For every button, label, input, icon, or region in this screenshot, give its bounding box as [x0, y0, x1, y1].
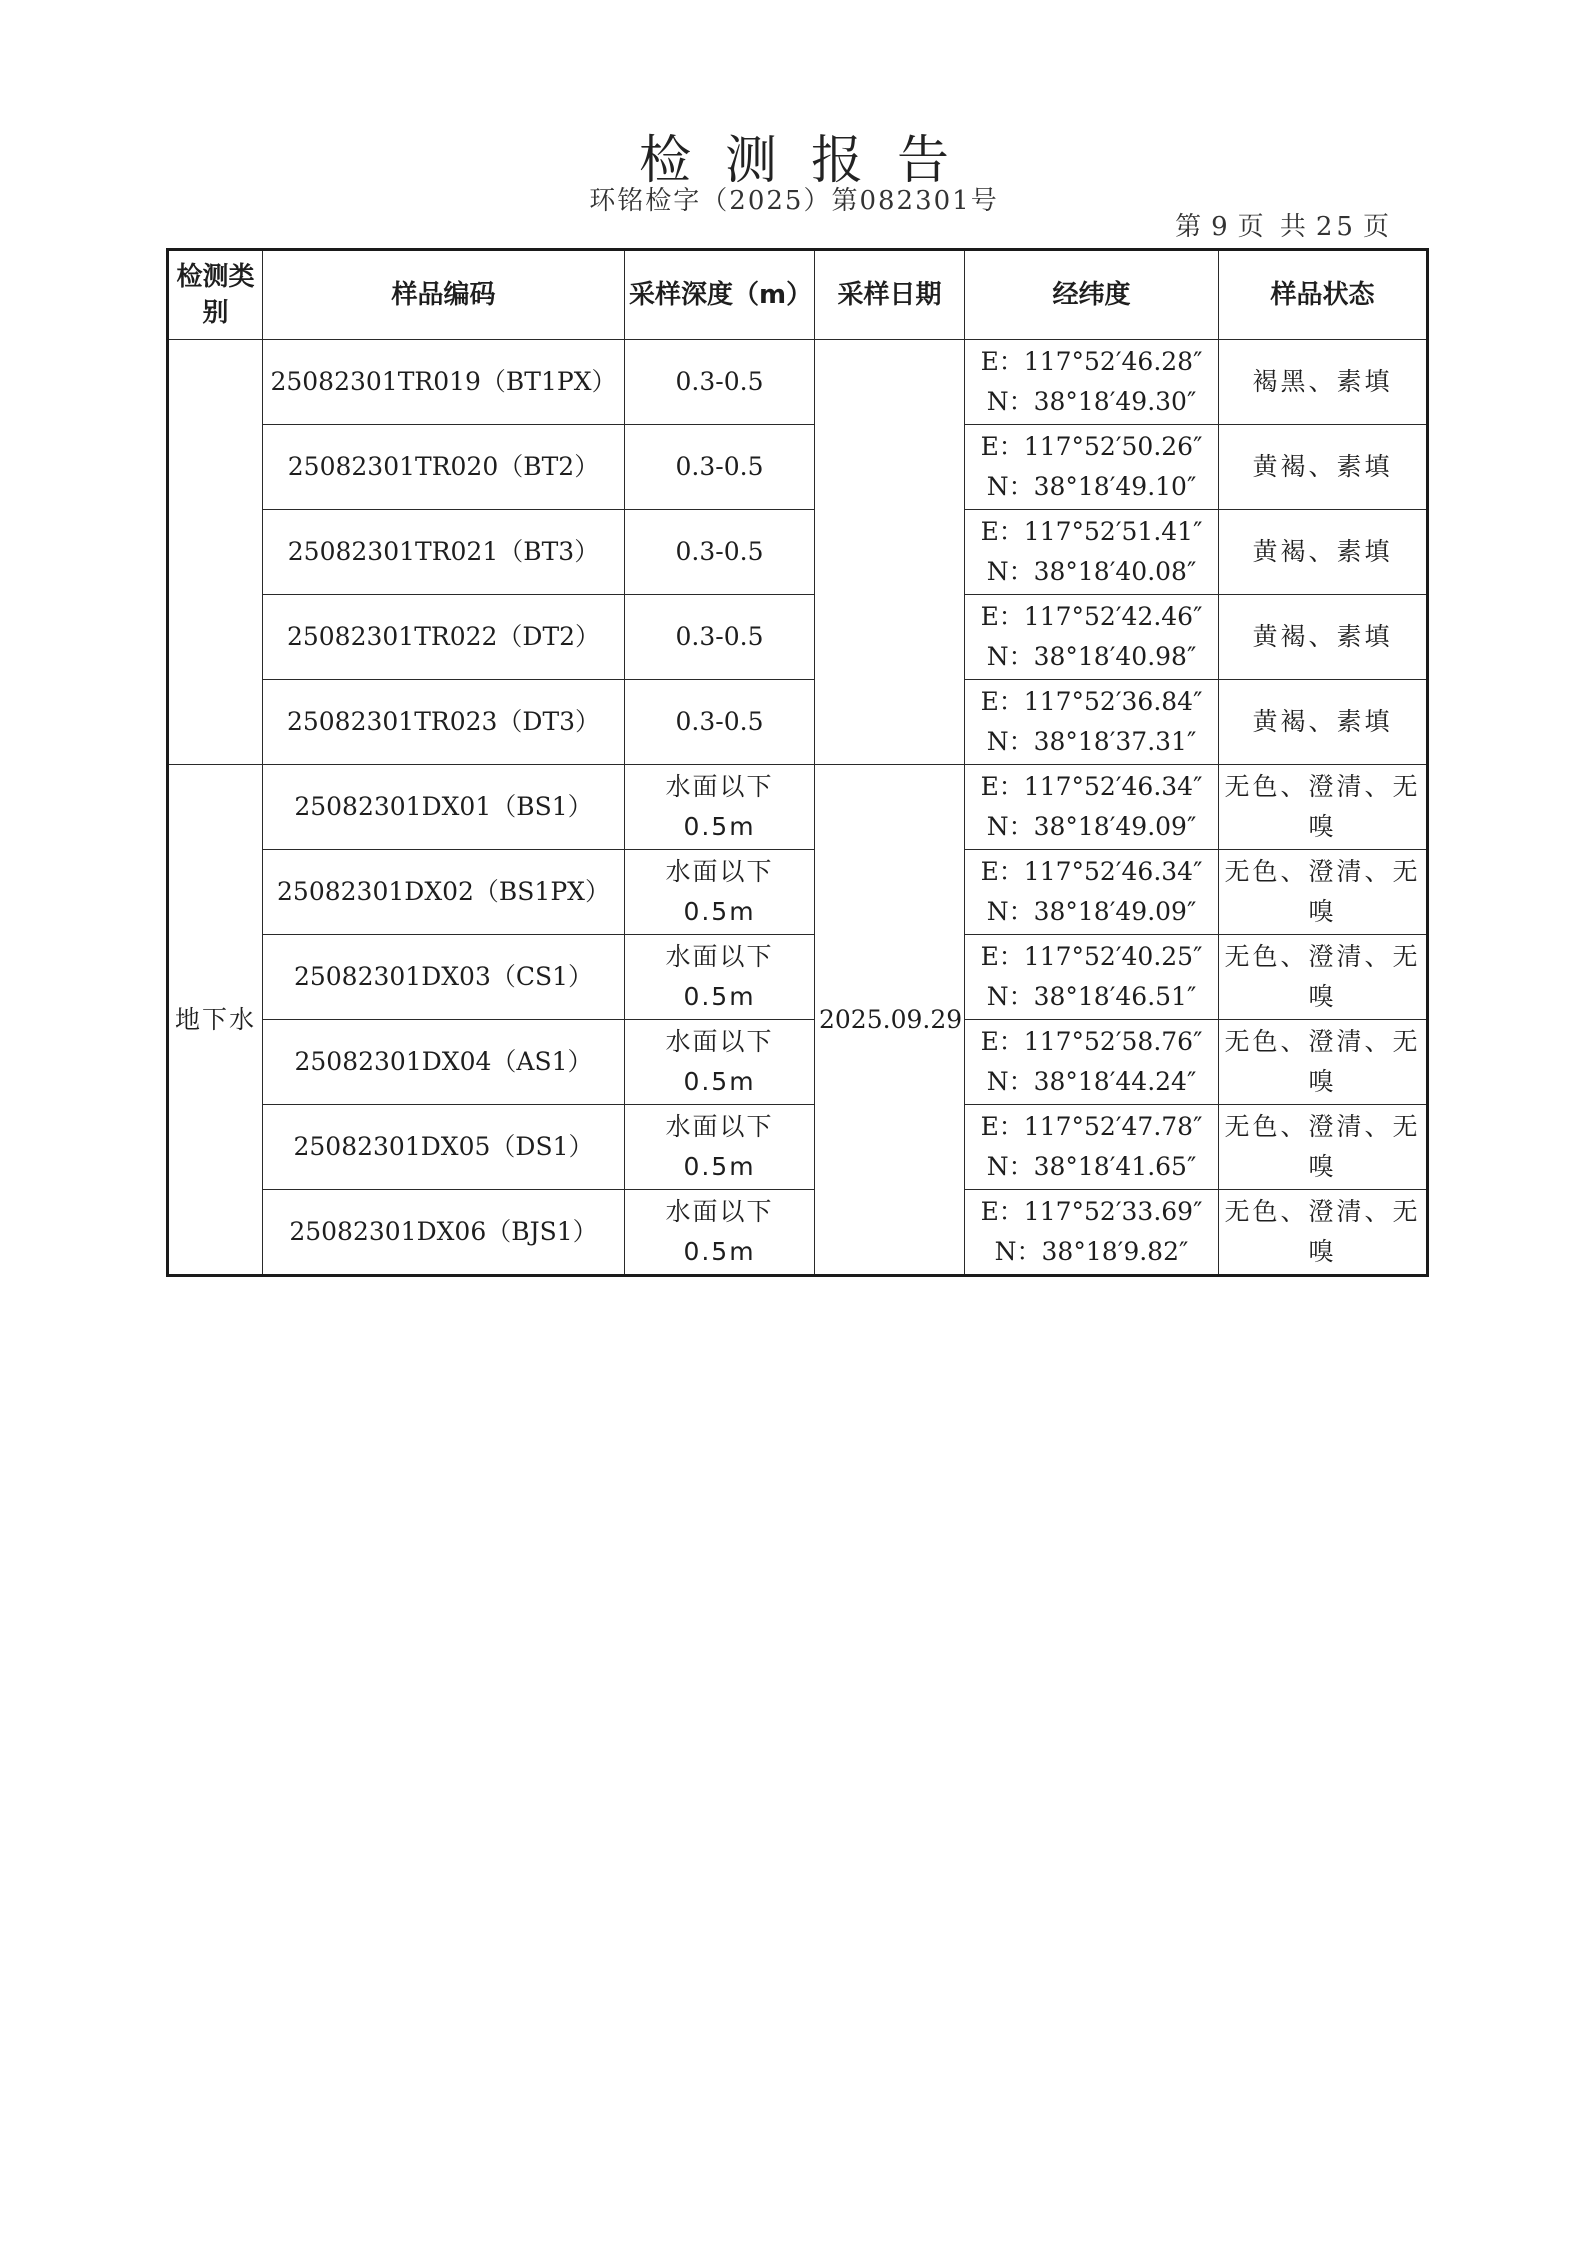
table-row — [168, 680, 1428, 765]
table-row — [168, 425, 1428, 510]
sample-code: 25082301TR022（DT2） — [263, 595, 625, 680]
coordinates — [965, 425, 1219, 510]
latitude: N：38°18′46.51″ — [986, 982, 1197, 1011]
sample-code: 25082301DX03（CS1） — [263, 935, 625, 1020]
col-header-sample-code: 样品编码 — [263, 250, 625, 340]
sample-code: 25082301DX01（BS1） — [263, 765, 625, 850]
page-mid: 页 共 — [1237, 212, 1310, 242]
sample-depth: 水面以下 0.5m — [625, 1020, 815, 1105]
coordinates — [965, 1190, 1219, 1276]
longitude: E：117°52′47.78″ — [980, 1112, 1203, 1141]
sample-code: 25082301DX04（AS1） — [263, 1020, 625, 1105]
col-header-date: 采样日期 — [815, 250, 965, 340]
sample-table — [166, 248, 1429, 1277]
sample-state: 黄褐、素填 — [1219, 680, 1428, 765]
date-cell-soil — [815, 340, 965, 765]
coordinates — [965, 595, 1219, 680]
latitude: N：38°18′49.09″ — [986, 897, 1197, 926]
latitude: N：38°18′49.09″ — [986, 812, 1197, 841]
latitude: N：38°18′49.10″ — [986, 472, 1197, 501]
latitude: N：38°18′49.30″ — [986, 387, 1197, 416]
page-current: 9 — [1211, 212, 1232, 242]
sample-state: 无色、澄清、无嗅 — [1219, 935, 1428, 1020]
col-header-depth: 采样深度（m） — [625, 250, 815, 340]
report-number: 环铭检字（2025）第082301号 — [589, 186, 999, 216]
table-row — [168, 765, 1428, 850]
sample-code: 25082301TR020（BT2） — [263, 425, 625, 510]
sample-state: 黄褐、素填 — [1219, 510, 1428, 595]
sample-state: 无色、澄清、无嗅 — [1219, 1105, 1428, 1190]
table-row — [168, 1190, 1428, 1276]
sample-depth: 水面以下 0.5m — [625, 1105, 815, 1190]
longitude: E：117°52′51.41″ — [980, 517, 1203, 546]
category-cell-soil — [168, 340, 263, 765]
coordinates — [965, 935, 1219, 1020]
category-cell-groundwater: 地下水 — [168, 765, 263, 1276]
latitude: N：38°18′37.31″ — [986, 727, 1197, 756]
sample-depth: 水面以下 0.5m — [625, 850, 815, 935]
latitude: N：38°18′41.65″ — [986, 1152, 1197, 1181]
sample-state: 无色、澄清、无嗅 — [1219, 1020, 1428, 1105]
page-indicator — [1172, 206, 1396, 243]
sample-state: 无色、澄清、无嗅 — [1219, 1190, 1428, 1276]
sample-state: 黄褐、素填 — [1219, 595, 1428, 680]
table-header-row — [168, 250, 1428, 340]
longitude: E：117°52′33.69″ — [980, 1197, 1203, 1226]
sample-code: 25082301TR023（DT3） — [263, 680, 625, 765]
report-title: 检测报告 — [638, 131, 983, 191]
table-row — [168, 595, 1428, 680]
sample-state: 黄褐、素填 — [1219, 425, 1428, 510]
sample-depth: 0.3-0.5 — [625, 680, 815, 765]
longitude: E：117°52′46.34″ — [980, 772, 1203, 801]
latitude: N：38°18′44.24″ — [986, 1067, 1197, 1096]
page-suffix: 页 — [1362, 212, 1393, 242]
sample-state: 褐黑、素填 — [1219, 340, 1428, 425]
sample-code: 25082301TR021（BT3） — [263, 510, 625, 595]
sample-state: 无色、澄清、无嗅 — [1219, 850, 1428, 935]
coordinates — [965, 765, 1219, 850]
sample-code: 25082301DX02（BS1PX） — [263, 850, 625, 935]
latitude: N：38°18′40.98″ — [986, 642, 1197, 671]
sample-code: 25082301DX05（DS1） — [263, 1105, 625, 1190]
sample-depth: 0.3-0.5 — [625, 340, 815, 425]
page-total: 25 — [1315, 212, 1357, 242]
page-prefix: 第 — [1175, 212, 1206, 242]
longitude: E：117°52′50.26″ — [980, 432, 1203, 461]
col-header-category: 检测类别 — [168, 250, 263, 340]
sample-depth: 0.3-0.5 — [625, 510, 815, 595]
table-row — [168, 1020, 1428, 1105]
sample-depth: 水面以下 0.5m — [625, 765, 815, 850]
sample-code: 25082301TR019（BT1PX） — [263, 340, 625, 425]
longitude: E：117°52′36.84″ — [980, 687, 1203, 716]
longitude: E：117°52′46.28″ — [980, 347, 1203, 376]
longitude: E：117°52′58.76″ — [980, 1027, 1203, 1056]
coordinates — [965, 680, 1219, 765]
longitude: E：117°52′42.46″ — [980, 602, 1203, 631]
coordinates — [965, 510, 1219, 595]
coordinates — [965, 340, 1219, 425]
table-row — [168, 1105, 1428, 1190]
table-row — [168, 850, 1428, 935]
longitude: E：117°52′46.34″ — [980, 857, 1203, 886]
latitude: N：38°18′40.08″ — [986, 557, 1197, 586]
col-header-coordinates: 经纬度 — [965, 250, 1219, 340]
coordinates — [965, 850, 1219, 935]
sample-depth: 水面以下 0.5m — [625, 1190, 815, 1276]
table-row — [168, 510, 1428, 595]
coordinates — [965, 1105, 1219, 1190]
col-header-state: 样品状态 — [1219, 250, 1428, 340]
sample-code: 25082301DX06（BJS1） — [263, 1190, 625, 1276]
longitude: E：117°52′40.25″ — [980, 942, 1203, 971]
coordinates — [965, 1020, 1219, 1105]
sample-state: 无色、澄清、无嗅 — [1219, 765, 1428, 850]
table-row — [168, 340, 1428, 425]
sample-depth: 0.3-0.5 — [625, 425, 815, 510]
sample-depth: 0.3-0.5 — [625, 595, 815, 680]
latitude: N：38°18′9.82″ — [994, 1237, 1189, 1266]
sample-depth: 水面以下 0.5m — [625, 935, 815, 1020]
date-cell-groundwater: 2025.09.29 — [815, 765, 965, 1276]
table-row — [168, 935, 1428, 1020]
